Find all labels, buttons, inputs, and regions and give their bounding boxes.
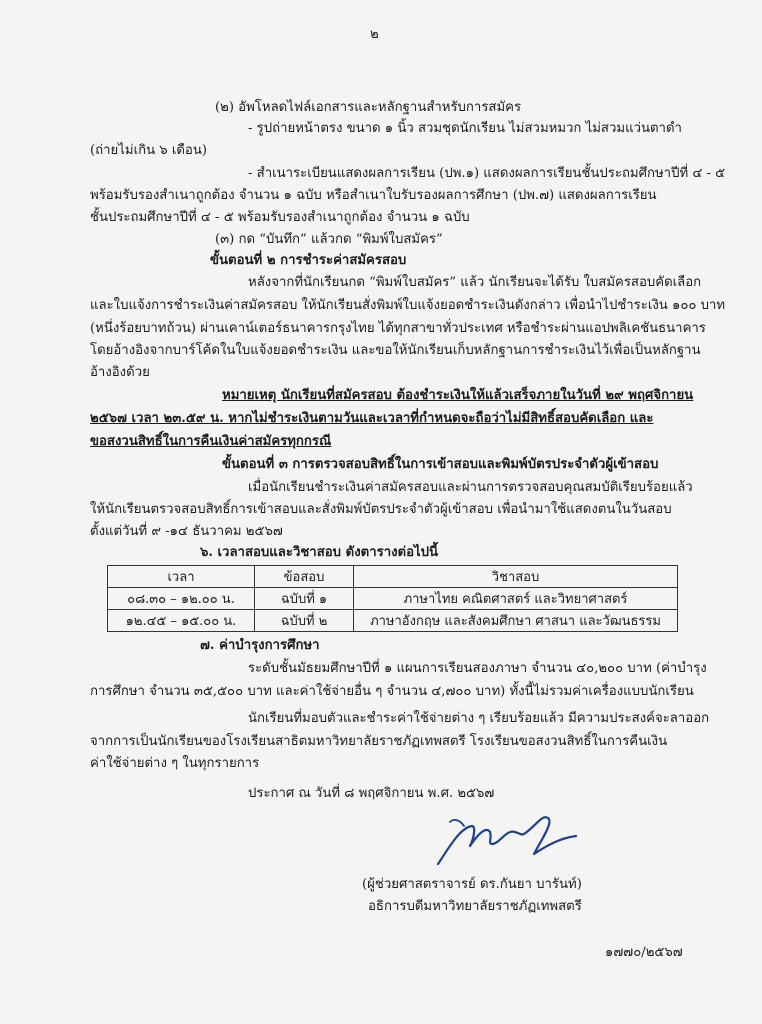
transcript-requirement-cont: พร้อมรับรองสำเนาถูกต้อง จำนวน ๑ ฉบับ หรือสำเนาใบรับรองผลการศึกษา (ปพ.๗) แสดงผลการเรียน xyxy=(90,188,657,203)
step3-para-line: ให้นักเรียนตรวจสอบสิทธิ์การเข้าสอบและสั่งพิมพ์บัตรประจำตัวผู้เข้าสอบ เพื่อนำมาใช้แสดงตนในวันสอบ xyxy=(90,502,672,517)
step2-para-line: (หนึ่งร้อยบาทถ้วน) ผ่านเคาน์เตอร์ธนาคารกรุงไทย ได้ทุกสาขาทั่วประเทศ หรือชำระผ่านแอปพลิเคชันธนาคาร xyxy=(90,321,706,336)
fees-para-line: การศึกษา จำนวน ๓๕,๕๐๐ บาท และค่าใช้จ่ายอื่น ๆ จำนวน ๔,๗๐๐ บาท) ทั้งนี้ไม่รวมค่าเครื่องแบบนักเรียน xyxy=(90,684,694,699)
table-header-row xyxy=(108,566,678,588)
fees-para-line: จากการเป็นนักเรียนของโรงเรียนสาธิตมหาวิทยาลัยราชภัฏเทพสตรี โรงเรียนขอสงวนสิทธิ์ในการคืนเงิน xyxy=(90,734,668,749)
page-number: ๒ xyxy=(370,27,379,42)
transcript-requirement: - สำเนาระเบียนแสดงผลการเรียน (ปพ.๑) แสดงผลการเรียนชั้นประถมศึกษาปีที่ ๔ - ๕ xyxy=(248,166,726,181)
note-line: หมายเหตุ นักเรียนที่สมัครสอบ ต้องชำระเงินให้แล้วเสร็จภายในวันที่ ๒๙ พฤศจิกายน xyxy=(222,388,694,403)
step2-heading: ขั้นตอนที่ ๒ การชำระค่าสมัครสอบ xyxy=(210,253,407,268)
column-header-exam: ข้อสอบ xyxy=(255,566,354,588)
column-header-time: เวลา xyxy=(108,566,255,588)
fees-heading: ๗. ค่าบำรุงการศึกษา xyxy=(200,638,320,653)
step3-para-line: ตั้งแต่วันที่ ๙ -๑๔ ธันวาคม ๒๕๖๗ xyxy=(90,524,283,539)
transcript-requirement-cont2: ชั้นประถมศึกษาปีที่ ๔ - ๕ พร้อมรับรองสำเนาถูกต้อง จำนวน ๑ ฉบับ xyxy=(90,210,470,225)
signer-title: อธิการบดีมหาวิทยาลัยราชภัฏเทพสตรี xyxy=(368,899,582,914)
announcement-date: ประกาศ ณ วันที่ ๘ พฤศจิกายน พ.ศ. ๒๕๖๗ xyxy=(248,786,495,801)
fees-para-line: ค่าใช้จ่ายต่าง ๆ ในทุกรายการ xyxy=(90,756,260,771)
schedule-heading: ๖. เวลาสอบและวิชาสอบ ดังตารางต่อไปนี้ xyxy=(200,545,439,560)
subject-cell: ภาษาไทย คณิตศาสตร์ และวิทยาศาสตร์ xyxy=(354,588,678,610)
time-cell: ๐๘.๓๐ – ๑๒.๐๐ น. xyxy=(108,588,255,610)
save-print-step: (๓) กด “บันทึก” แล้วกด “พิมพ์ใบสมัคร” xyxy=(215,232,443,247)
note-line: ๒๕๖๗ เวลา ๒๓.๕๙ น. หากไม่ชำระเงินตามวันและเวลาที่กำหนดจะถือว่าไม่มีสิทธิ์สอบคัดเลือก และ xyxy=(90,411,654,426)
step3-para-line: เมื่อนักเรียนชำระเงินค่าสมัครสอบและผ่านการตรวจสอบคุณสมบัติเรียบร้อยแล้ว xyxy=(248,480,693,495)
step2-para-line: โดยอ้างอิงจากบาร์โค้ดในใบแจ้งยอดชำระเงิน และขอให้นักเรียนเก็บหลักฐานการชำระเงินไว้เพื่อเป็นหลักฐาน xyxy=(90,343,701,358)
photo-requirement-cont: (ถ่ายไม่เกิน ๖ เดือน) xyxy=(90,143,208,158)
fees-para-line: นักเรียนที่มอบตัวและชำระค่าใช้จ่ายต่าง ๆ เรียบร้อยแล้ว มีความประสงค์จะลาออก xyxy=(248,711,710,726)
document-number: ๑๗๗๐/๒๕๖๗ xyxy=(605,945,683,960)
signer-name: (ผู้ช่วยศาสตราจารย์ ดร.กันยา บารันท์) xyxy=(362,877,582,892)
note-line: ขอสงวนสิทธิ์ในการคืนเงินค่าสมัครทุกกรณี xyxy=(90,434,332,449)
exam-schedule-table xyxy=(107,565,678,632)
step2-para-line: อ้างอิงด้วย xyxy=(90,365,150,380)
column-header-subject: วิชาสอบ xyxy=(354,566,678,588)
subject-cell: ภาษาอังกฤษ และสังคมศึกษา ศาสนา และวัฒนธรรม xyxy=(354,610,678,632)
step2-para-line: และใบแจ้งการชำระเงินค่าสมัครสอบ ให้นักเรียนสั่งพิมพ์ใบแจ้งยอดชำระเงินดังกล่าว เพื่อนำไปชำระเงิน ๑๐๐ บาท xyxy=(90,298,726,313)
table-row xyxy=(108,588,678,610)
photo-requirement: - รูปถ่ายหน้าตรง ขนาด ๑ นิ้ว สวมชุดนักเรียน ไม่สวมหมวก ไม่สวมแว่นตาดำ xyxy=(248,121,682,136)
upload-heading: (๒) อัพโหลดไฟล์เอกสารและหลักฐานสำหรับการสมัคร xyxy=(215,100,522,115)
time-cell: ๑๒.๔๕ – ๑๕.๐๐ น. xyxy=(108,610,255,632)
exam-cell: ฉบับที่ ๑ xyxy=(255,588,354,610)
exam-cell: ฉบับที่ ๒ xyxy=(255,610,354,632)
step3-heading: ขั้นตอนที่ ๓ การตรวจสอบสิทธิ์ในการเข้าสอบและพิมพ์บัตรประจำตัวผู้เข้าสอบ xyxy=(222,457,659,472)
step2-para-line: หลังจากที่นักเรียนกด “พิมพ์ใบสมัคร” แล้ว นักเรียนจะได้รับ ใบสมัครสอบคัดเลือก xyxy=(248,275,702,290)
signature xyxy=(420,806,590,876)
table-row xyxy=(108,610,678,632)
fees-para-line: ระดับชั้นมัธยมศึกษาปีที่ ๑ แผนการเรียนสองภาษา จำนวน ๔๐,๒๐๐ บาท (ค่าบำรุง xyxy=(248,661,707,676)
